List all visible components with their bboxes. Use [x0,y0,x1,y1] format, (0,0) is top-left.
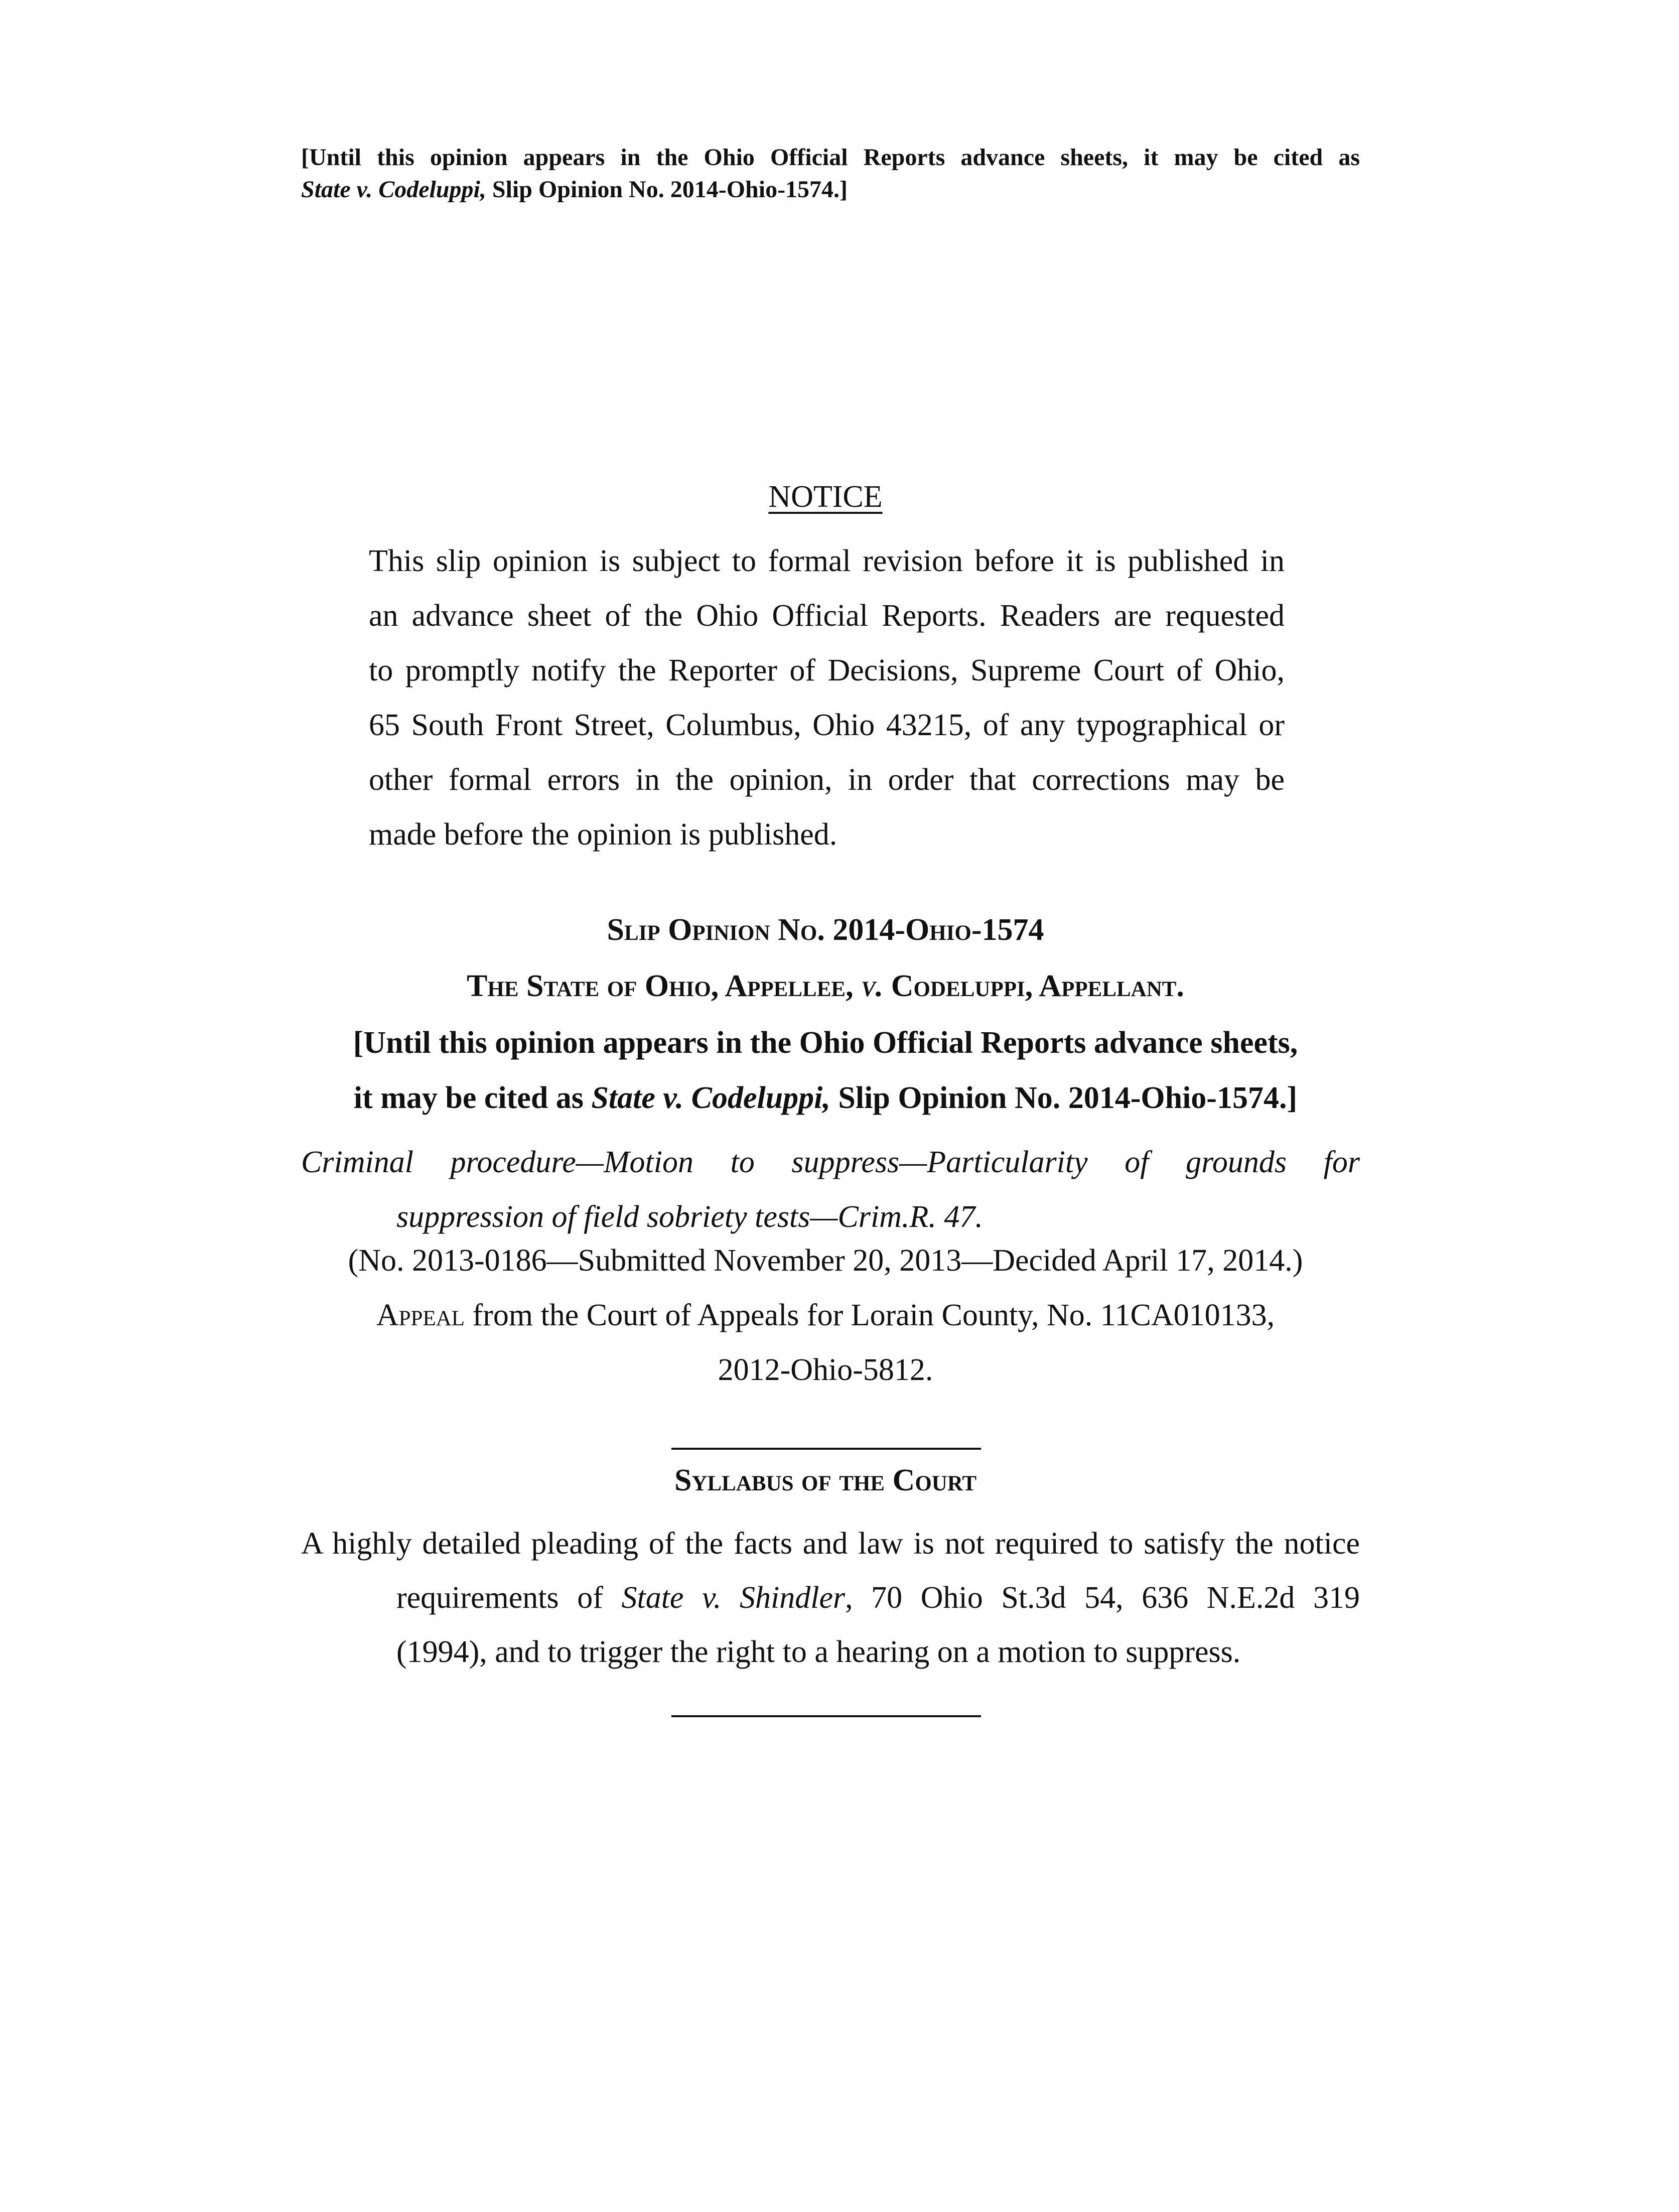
notice-line: This slip opinion is subject to formal revision before it is published in [369,544,1285,578]
citation-instruction-line-2 [0,1080,1651,1116]
docket-line: (No. 2013-0186—Submitted November 20, 2013—Decided April 17, 2014.) [348,1243,1303,1278]
case-parties-versus: v. [861,969,884,1003]
appeal-line [0,1298,1651,1333]
syllabus-line-3: (1994), and to trigger the right to a hearing on a motion to suppress. [396,1635,1241,1669]
header-note-case-name: State v. Codeluppi, [301,176,486,203]
notice-line: an advance sheet of the Ohio Official Reports. Readers are requested [369,599,1285,633]
syllabus-title: Syllabus of the Court [674,1463,977,1497]
appeal-label: Appeal [376,1298,465,1332]
notice-line: other formal errors in the opinion, in order that corrections may be [369,763,1285,797]
case-parties-appellee: The State of Ohio, Appellee, [467,969,862,1003]
appeal-citation: 2012-Ohio-5812. [718,1353,933,1387]
syllabus-body [301,1516,1360,1679]
divider-rule [671,1715,981,1717]
notice-line: made before the opinion is published. [369,817,837,852]
citation-instruction-case-name: State v. Codeluppi, [591,1081,830,1115]
notice-title: NOTICE [768,480,883,514]
header-note-line-1: [Until this opinion appears in the Ohio Official Reports advance sheets, it may be cited as [301,144,1360,171]
divider-rule [671,1448,981,1450]
slip-opinion-number: Slip Opinion No. 2014-Ohio-1574 [607,913,1044,947]
syllabus-line-2-post: , 70 Ohio St.3d 54, 636 N.E.2d 319 [845,1581,1360,1615]
syllabus-line-1: A highly detailed pleading of the facts and law is not required to satisfy the notice [301,1527,1360,1561]
subject-headnote-line-1: Criminal procedure—Motion to suppress—Particularity of grounds for [301,1145,1360,1179]
notice-line: to promptly notify the Reporter of Decisions, Supreme Court of Ohio, [369,653,1285,687]
case-parties-appellant: Codeluppi, Appellant. [883,969,1184,1003]
syllabus-line-2-pre: requirements of [396,1581,622,1615]
citation-instruction-post: Slip Opinion No. 2014-Ohio-1574.] [830,1081,1298,1115]
header-citation-note [301,142,1360,206]
appeal-line-rest: from the Court of Appeals for Lorain County, No. 11CA010133, [465,1298,1275,1332]
citation-instruction-line-1: [Until this opinion appears in the Ohio Official Reports advance sheets, [353,1026,1298,1060]
notice-body [369,534,1285,862]
subject-headnote-line-2: suppression of field sobriety tests—Crim.R. 47. [396,1200,983,1234]
notice-line: 65 South Front Street, Columbus, Ohio 43215, of any typographical or [369,708,1285,742]
header-note-line-2-rest: Slip Opinion No. 2014-Ohio-1574.] [486,176,848,203]
subject-headnote [301,1135,1360,1245]
syllabus-case-name: State v. Shindler [621,1581,846,1615]
header-note-line-2 [301,174,1360,206]
case-parties [0,969,1651,1004]
citation-instruction-pre: it may be cited as [353,1081,592,1115]
syllabus-line-2 [301,1571,1360,1625]
